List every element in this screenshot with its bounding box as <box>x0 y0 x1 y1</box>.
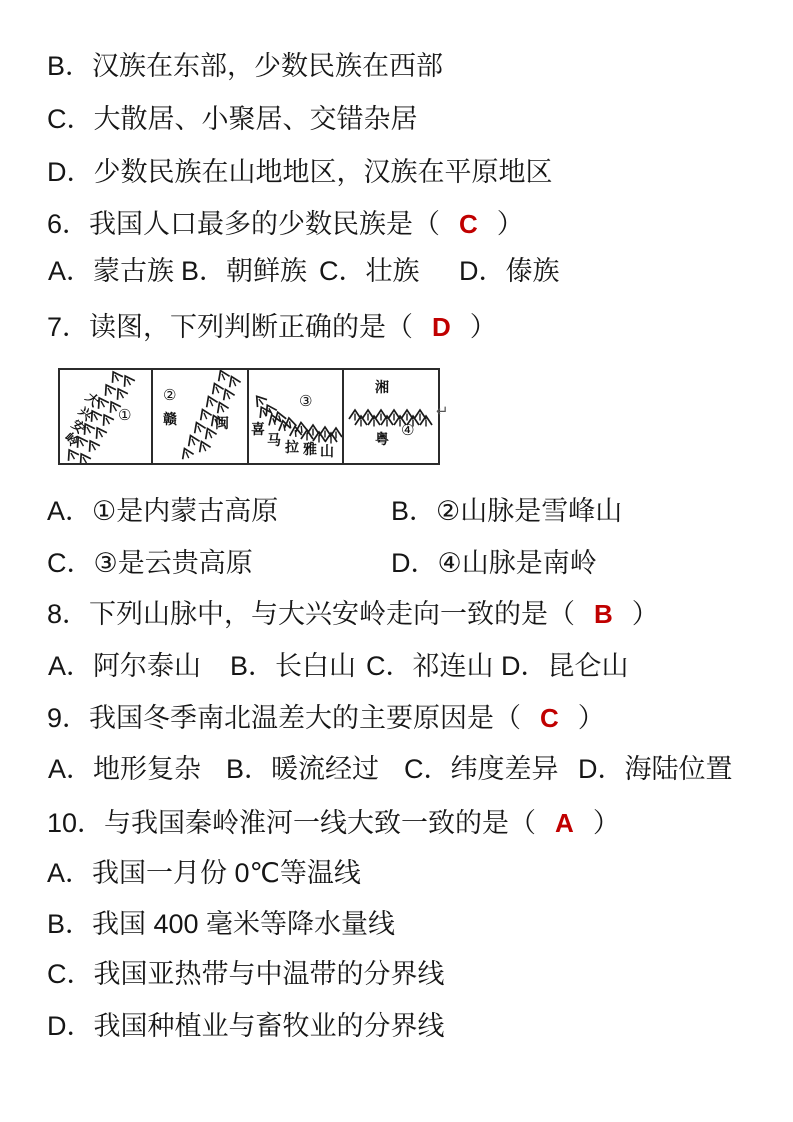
q10-close-paren: ） <box>592 808 620 838</box>
q9-close-paren: ） <box>577 703 605 733</box>
q7-mountain-figure <box>58 368 440 465</box>
q5-option-d: D．少数民族在山地地区，汉族在平原地区 <box>47 157 553 187</box>
mountain-chain-nanling <box>344 370 438 463</box>
q9-option-d: D．海陆位置 <box>578 754 733 784</box>
question-9 <box>47 703 605 735</box>
question-7 <box>47 312 497 344</box>
figure-panel-4 <box>342 370 438 463</box>
q9-option-a: A．地形复杂 <box>48 754 202 784</box>
q9-option-b: B．暖流经过 <box>226 754 380 784</box>
q5-option-c: C．大散居、小聚居、交错杂居 <box>47 104 418 134</box>
q10-option-d: D．我国种植业与畜牧业的分界线 <box>47 1011 445 1041</box>
circled-number-3: ③ <box>299 393 313 410</box>
q8-option-b: B．长白山 <box>230 651 357 681</box>
question-8 <box>47 599 659 631</box>
circled-number-2: ② <box>163 387 177 404</box>
mountain-chain-daxinganling <box>60 370 151 463</box>
q8-option-c: C．祁连山 <box>366 651 494 681</box>
mountain-label: 马 <box>267 432 281 448</box>
return-mark: ↵ <box>436 403 449 420</box>
q6-option-a: A．蒙古族 <box>48 256 175 286</box>
province-label-min: 闽 <box>215 415 229 431</box>
mountain-label: 安 <box>68 416 89 437</box>
mountain-label: 拉 <box>285 439 299 455</box>
mountain-label: 兴 <box>75 403 96 424</box>
circled-number-1: ① <box>118 407 132 424</box>
question-10 <box>47 808 620 840</box>
q10-stem: 10．与我国秦岭淮河一线大致一致的是（ <box>47 808 537 838</box>
mountain-label: 大 <box>82 389 103 410</box>
mountain-label: 喜 <box>251 421 265 437</box>
circled-number-4: ④ <box>401 422 415 439</box>
q7-option-d: D．④山脉是南岭 <box>391 548 597 578</box>
province-label-xiang: 湘 <box>375 379 389 395</box>
figure-panel-3 <box>247 370 342 463</box>
q10-option-a: A．我国一月份 0℃等温线 <box>47 858 361 888</box>
mountain-label: 岭 <box>61 429 82 450</box>
q10-answer: A <box>555 808 574 838</box>
mountain-label: 山 <box>320 443 334 459</box>
q7-option-c: C．③是云贵高原 <box>47 548 253 578</box>
q7-option-a: A．①是内蒙古高原 <box>47 496 279 526</box>
q6-option-d: D．傣族 <box>459 256 560 286</box>
province-label-yue: 粤 <box>375 431 389 447</box>
q8-option-a: A．阿尔泰山 <box>48 651 202 681</box>
q7-stem: 7．读图，下列判断正确的是（ <box>47 312 414 342</box>
figure-panel-2 <box>151 370 247 463</box>
q9-answer: C <box>540 703 559 733</box>
q10-option-c: C．我国亚热带与中温带的分界线 <box>47 959 445 989</box>
q10-option-b: B．我国 400 毫米等降水量线 <box>47 909 396 939</box>
province-label-gan: 赣 <box>163 411 177 427</box>
q6-answer: C <box>459 209 478 239</box>
q6-option-b: B．朝鲜族 <box>181 256 308 286</box>
q7-option-b: B．②山脉是雪峰山 <box>391 496 623 526</box>
figure-panel-1 <box>60 370 151 463</box>
q8-option-d: D．昆仑山 <box>501 651 629 681</box>
q8-close-paren: ） <box>631 599 659 629</box>
q8-stem: 8．下列山脉中，与大兴安岭走向一致的是（ <box>47 599 576 629</box>
q6-close-paren: ） <box>496 209 524 239</box>
question-6 <box>47 209 524 241</box>
q8-answer: B <box>594 599 613 629</box>
q7-close-paren: ） <box>469 312 497 342</box>
q9-option-c: C．纬度差异 <box>404 754 559 784</box>
q6-option-c: C．壮族 <box>319 256 420 286</box>
q7-answer: D <box>432 312 451 342</box>
q9-stem: 9．我国冬季南北温差大的主要原因是（ <box>47 703 522 733</box>
q6-stem: 6．我国人口最多的少数民族是（ <box>47 209 441 239</box>
mountain-label: 雅 <box>303 441 317 457</box>
q5-option-b: B．汉族在东部，少数民族在西部 <box>47 51 444 81</box>
